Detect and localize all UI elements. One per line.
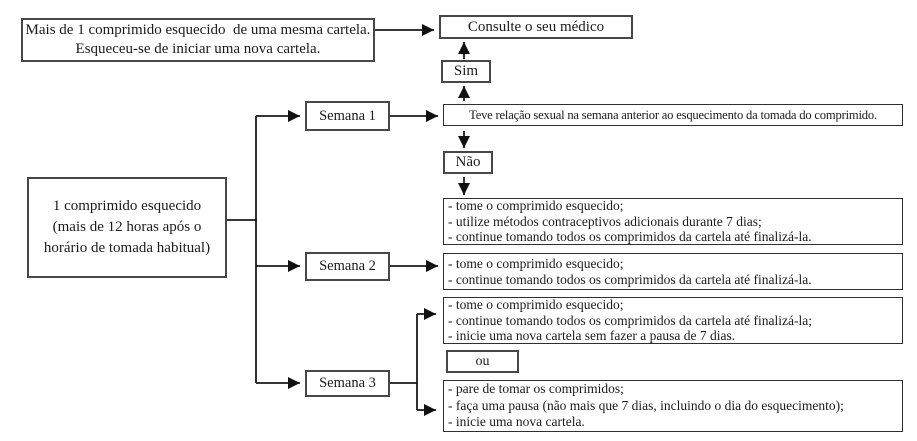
box-week2-instructions-line2: - continue tomando todos os comprimidos da cartela até finalizá-la.	[448, 271, 812, 287]
box-single-missed-line3: horário de tomada habitual)	[43, 240, 211, 256]
box-week1	[305, 101, 390, 131]
box-week3	[305, 370, 390, 397]
box-week3-option2	[443, 380, 903, 432]
box-or	[446, 350, 519, 373]
box-consult-doctor	[439, 15, 633, 39]
box-week3-option1-line1: - tome o comprimido esquecido;	[448, 297, 624, 313]
box-week1-instructions-line1: - tome o comprimido esquecido;	[448, 198, 624, 214]
box-no	[443, 151, 493, 174]
box-week1-label: Semana 1	[319, 107, 376, 124]
box-week3-option1-line3: - inicie uma nova cartela sem fazer a pausa de 7 dias.	[448, 328, 736, 344]
box-week3-label: Semana 3	[319, 375, 376, 391]
box-week2-instructions-line1: - tome o comprimido esquecido;	[448, 255, 624, 271]
box-or-label: ou	[475, 353, 490, 369]
box-multiple-missed-line1: Mais de 1 comprimido esquecido de uma mesma cartela.	[25, 22, 371, 38]
box-multiple-missed-line2: Esqueceu-se de iniciar uma nova cartela.	[75, 41, 321, 57]
box-week2	[305, 252, 390, 281]
box-week3-option1-line2: - continue tomando todos os comprimidos da cartela até finalizá-la;	[448, 312, 813, 328]
box-week2-label: Semana 2	[319, 258, 376, 274]
box-week1-instructions-line2: - utilize métodos contraceptivos adicionais durante 7 dias;	[448, 213, 762, 229]
box-yes-label: Sim	[453, 63, 479, 79]
box-no-label: Não	[455, 154, 481, 170]
box-week2-instructions	[443, 253, 903, 290]
box-week1-instructions-line3: - continue tomando todos os comprimidos da cartela até finalizá-la.	[448, 229, 812, 245]
box-yes	[441, 60, 491, 83]
box-week3-option1	[443, 297, 903, 344]
box-intercourse-question	[443, 104, 903, 126]
box-multiple-missed	[21, 18, 375, 62]
box-intercourse-question-label: Teve relação sexual na semana anterior ao esquecimento da tomada do comprimido.	[469, 107, 877, 122]
box-single-missed	[27, 177, 227, 278]
box-single-missed-line2: (mais de 12 horas após o	[52, 219, 202, 235]
box-consult-doctor-label: Consulte o seu médico	[467, 18, 605, 35]
box-week1-instructions	[443, 198, 903, 245]
box-week3-option2-line3: - inicie uma nova cartela.	[448, 414, 585, 430]
box-week3-option2-line2: - faça uma pausa (não mais que 7 dias, incluindo o dia do esquecimento);	[448, 397, 844, 413]
box-week3-option2-line1: - pare de tomar os comprimidos;	[448, 381, 624, 397]
box-single-missed-line1: 1 comprimido esquecido	[52, 198, 202, 214]
